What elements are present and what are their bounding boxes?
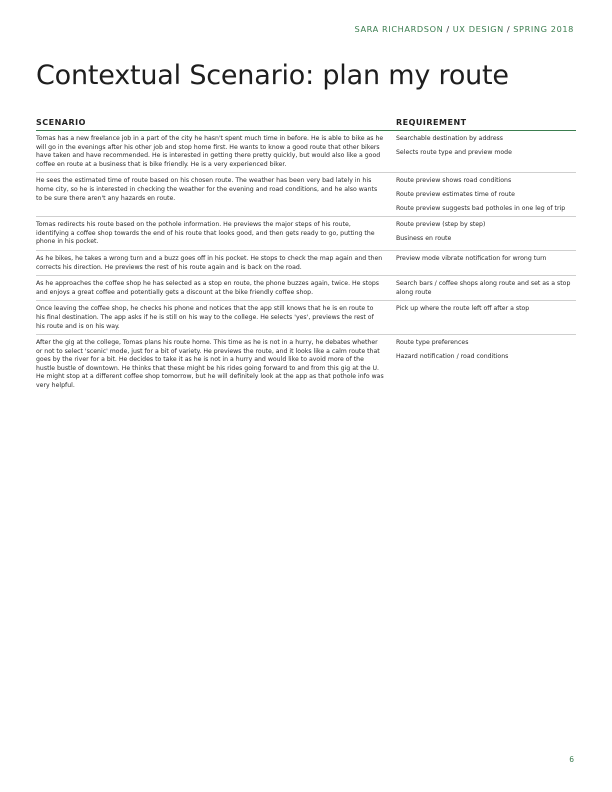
scenario-cell: After the gig at the college, Tomas plans his route home. This time as he is not in a hurry, he debates whether or not to select 'scenic' mode, just for a bit of variety. He previews the route, and it looks like a calm route that goes by the river for a bit. He decides to take it as he is not in a hurry and would like to avoid more of the hustle bustle of downtown. He thinks that these might be his rides going forward to and from this gig at the U. He might stop at a different coffee shop tomorrow, but he will definitely look at the app as that pothole info was very helpful.	[36, 339, 384, 390]
header-course: UX DESIGN	[452, 24, 504, 34]
scenario-cell: As he approaches the coffee shop he has selected as a stop en route, the phone buzzes again, twice. He stops and enjoys a great coffee and potentially gets a discount at the bike friendly coffee shop.	[36, 280, 380, 296]
header-term: SPRING 2018	[513, 24, 574, 34]
scenario-table	[36, 118, 576, 394]
page-title: Contextual Scenario: plan my route	[36, 60, 509, 91]
requirement-item: Business en route	[396, 234, 452, 242]
requirement-item: Hazard notification / road conditions	[396, 352, 509, 360]
table-row	[36, 131, 576, 173]
page-number: 6	[569, 755, 574, 764]
header-separator: /	[506, 24, 511, 34]
requirement-item: Pick up where the route left off after a stop	[396, 305, 530, 313]
scenario-cell: Once leaving the coffee shop, he checks his phone and notices that the app still knows that he is en route to his final destination. The app asks if he is still on his way to the college. He selects 'yes', previews the rest of his route and is on his way.	[36, 305, 374, 330]
scenario-cell: He sees the estimated time of route based on his chosen route. The weather has been very bad lately in his home city, so he is interested in checking the weather for the evening and road conditions, and he also wants to be sure there aren't any hazards en route.	[36, 177, 378, 202]
requirement-item: Route preview shows road conditions	[396, 177, 512, 185]
column-header-requirement: REQUIREMENT	[396, 118, 467, 127]
table-header	[36, 118, 576, 131]
requirement-cell	[392, 305, 576, 331]
table-row	[36, 217, 576, 251]
scenario-cell: Tomas has a new freelance job in a part of the city he hasn't spent much time in before. He is able to bike as he will go in the evenings after his other job and stop home first. He wants to know a good route that other bikers have taken and have recommended. He is interested in getting there pretty quickly, but would also like a good coffee en route at a business that is bike friendly. He is a very experienced biker.	[36, 135, 384, 168]
requirement-item: Preview mode vibrate notification for wrong turn	[396, 254, 547, 262]
header-author: SARA RICHARDSON	[354, 24, 444, 34]
requirement-item: Route preview suggests bad potholes in one leg of trip	[396, 204, 566, 212]
table-row	[36, 301, 576, 335]
header-separator: /	[446, 24, 450, 34]
column-header-scenario: SCENARIO	[36, 118, 86, 127]
table-row	[36, 251, 576, 276]
table-row	[36, 335, 576, 394]
scenario-cell: Tomas redirects his route based on the pothole information. He previews the major steps of his route, identifying a coffee shop towards the end of his route that looks good, and then gets ready to go, putting the phone in his pocket.	[36, 221, 375, 246]
requirement-item: Selects route type and preview mode	[396, 148, 512, 156]
requirement-cell	[392, 339, 576, 391]
requirement-cell	[392, 221, 576, 247]
requirement-cell	[392, 255, 576, 272]
requirement-item: Route preview (step by step)	[396, 221, 486, 229]
scenario-cell: As he bikes, he takes a wrong turn and a buzz goes off in his pocket. He stops to check the map again and then corrects his direction. He previews the rest of his route again and is back on the road.	[36, 254, 383, 271]
table-row	[36, 173, 576, 217]
requirement-cell	[392, 280, 576, 297]
requirement-cell	[392, 177, 576, 213]
requirement-cell	[392, 135, 576, 169]
table-row	[36, 276, 576, 301]
requirement-item: Route type preferences	[396, 339, 469, 347]
requirement-item: Search bars / coffee shops along route and set as a stop along route	[396, 280, 571, 296]
requirement-item: Route preview estimates time of route	[396, 190, 515, 198]
requirement-item: Searchable destination by address	[396, 135, 503, 142]
running-header	[355, 24, 575, 34]
